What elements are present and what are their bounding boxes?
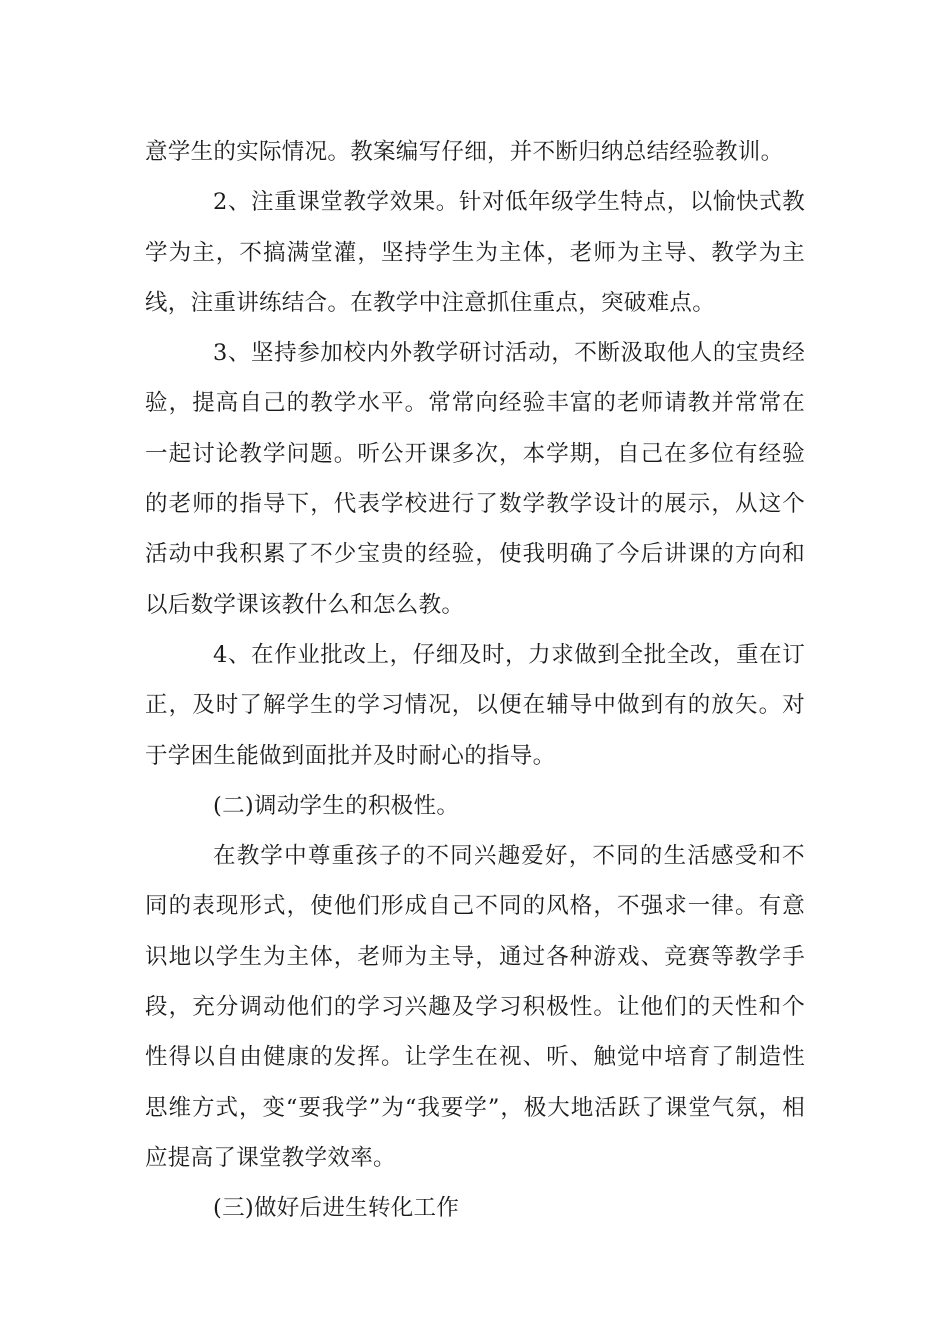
paragraph-item-3: 3、坚持参加校内外教学研讨活动，不断汲取他人的宝贵经验，提高自己的教学水平。常常向经验丰富的老师请教并常常在一起讨论教学问题。听公开课多次，本学期，自己在多位有经验的老师的指导下，代表学校进行了数学教学设计的展示，从这个活动中我积累了不少宝贵的经验，使我明确了今后讲课的方向和以后数学课该教什么和怎么教。	[145, 340, 805, 618]
document-body	[145, 127, 805, 1234]
paragraph-section-2-body: 在教学中尊重孩子的不同兴趣爱好，不同的生活感受和不同的表现形式，使他们形成自己不同的风格，不强求一律。有意识地以学生为主体，老师为主导，通过各种游戏、竞赛等教学手段，充分调动他们的学习兴趣及学习积极性。让他们的天性和个性得以自由健康的发挥。让学生在视、听、触觉中培育了制造性思维方式，变“要我学”为“我要学”，极大地活跃了课堂气氛，相应提高了课堂教学效率。	[145, 843, 805, 1171]
paragraph-continuation: 意学生的实际情况。教案编写仔细，并不断归纳总结经验教训。	[145, 139, 784, 165]
section-heading-2: (二)调动学生的积极性。	[213, 792, 460, 819]
paragraph-item-4: 4、在作业批改上，仔细及时，力求做到全批全改，重在订正，及时了解学生的学习情况，以便在辅导中做到有的放矢。对于学困生能做到面批并及时耐心的指导。	[145, 641, 805, 769]
paragraph-item-2: 2、注重课堂教学效果。针对低年级学生特点，以愉快式教学为主，不搞满堂灌，坚持学生为主体，老师为主导、教学为主线，注重讲练结合。在教学中注意抓住重点，突破难点。	[145, 189, 805, 316]
section-heading-3: (三)做好后进生转化工作	[213, 1195, 460, 1222]
